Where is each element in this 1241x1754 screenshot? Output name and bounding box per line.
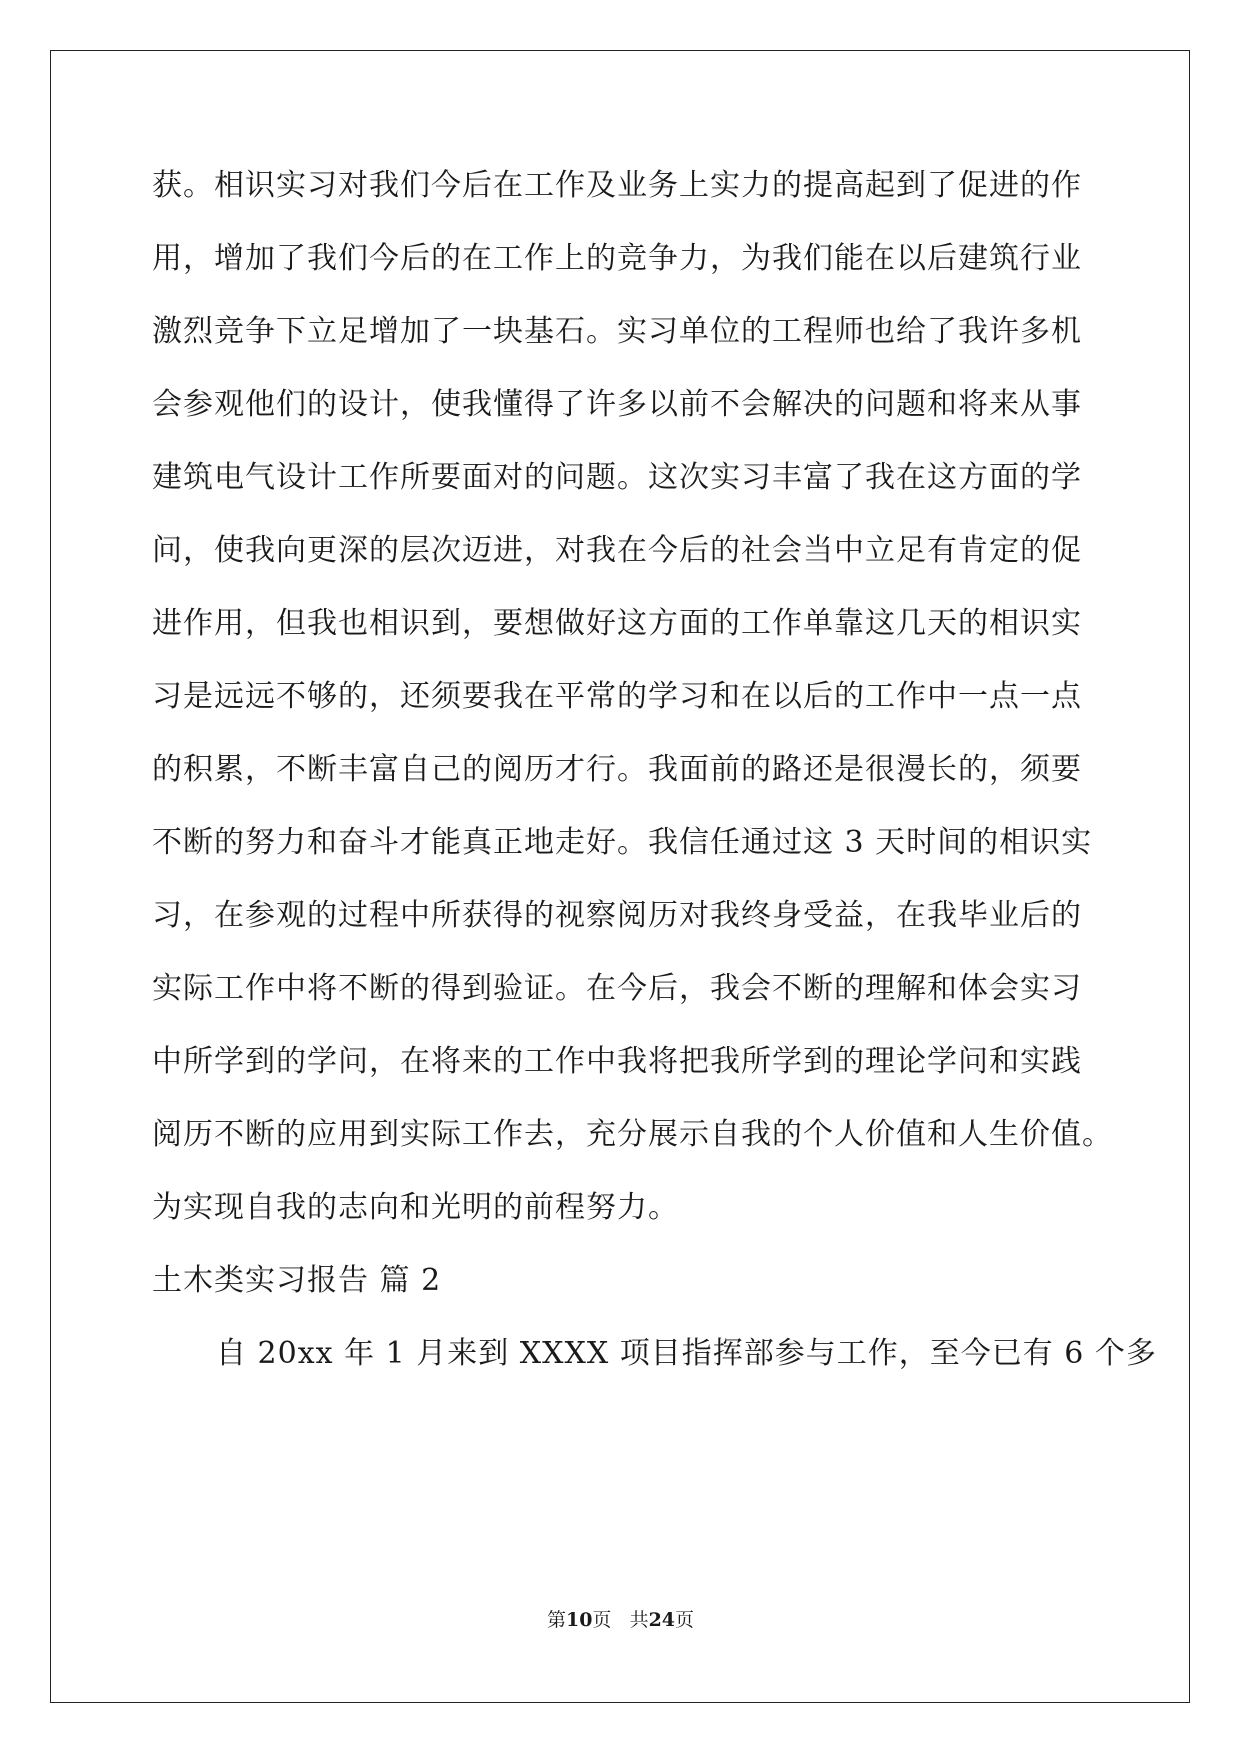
section-paragraph-line: 自 20xx 年 1 月来到 XXXX 项目指挥部参与工作，至今已有 6 个多 (216, 1336, 1157, 1371)
body-line: 的积累，不断丰富自己的阅历才行。我面前的路还是很漫长的，须要 (152, 752, 1082, 787)
footer-total-suffix: 页 (675, 1609, 695, 1631)
body-line: 不断的努力和奋斗才能真正地走好。我信任通过这 3 天时间的相识实 (152, 825, 1093, 860)
body-line: 用，增加了我们今后的在工作上的竞争力，为我们能在以后建筑行业 (152, 241, 1082, 276)
current-page-number: 10 (565, 1609, 593, 1631)
footer-prefix: 第 (546, 1609, 566, 1631)
body-line: 习是远远不够的，还须要我在平常的学习和在以后的工作中一点一点 (152, 679, 1082, 714)
section-heading: 土木类实习报告 篇 2 (152, 1263, 442, 1298)
body-line: 建筑电气设计工作所要面对的问题。这次实习丰富了我在这方面的学 (152, 460, 1082, 495)
body-line: 阅历不断的应用到实际工作去，充分展示自我的个人价值和人生价值。 (152, 1117, 1113, 1152)
body-line: 获。相识实习对我们今后在工作及业务上实力的提高起到了促进的作 (152, 168, 1082, 203)
body-line: 为实现自我的志向和光明的前程努力。 (152, 1190, 679, 1225)
body-line: 实际工作中将不断的得到验证。在今后，我会不断的理解和体会实习 (152, 971, 1082, 1006)
footer-page-suffix: 页 (592, 1609, 612, 1631)
footer-total-prefix: 共 (629, 1609, 649, 1631)
body-line: 激烈竞争下立足增加了一块基石。实习单位的工程师也给了我许多机 (152, 314, 1082, 349)
body-line: 问，使我向更深的层次迈进，对我在今后的社会当中立足有肯定的促 (152, 533, 1082, 568)
body-line: 会参观他们的设计，使我懂得了许多以前不会解决的问题和将来从事 (152, 387, 1082, 422)
body-line: 习，在参观的过程中所获得的视察阅历对我终身受益，在我毕业后的 (152, 898, 1082, 933)
body-line: 中所学到的学问，在将来的工作中我将把我所学到的理论学问和实践 (152, 1044, 1082, 1079)
body-line: 进作用，但我也相识到，要想做好这方面的工作单靠这几天的相识实 (152, 606, 1082, 641)
total-page-count: 24 (648, 1609, 676, 1631)
page-border (50, 50, 1190, 1703)
page-footer (0, 1608, 1241, 1632)
